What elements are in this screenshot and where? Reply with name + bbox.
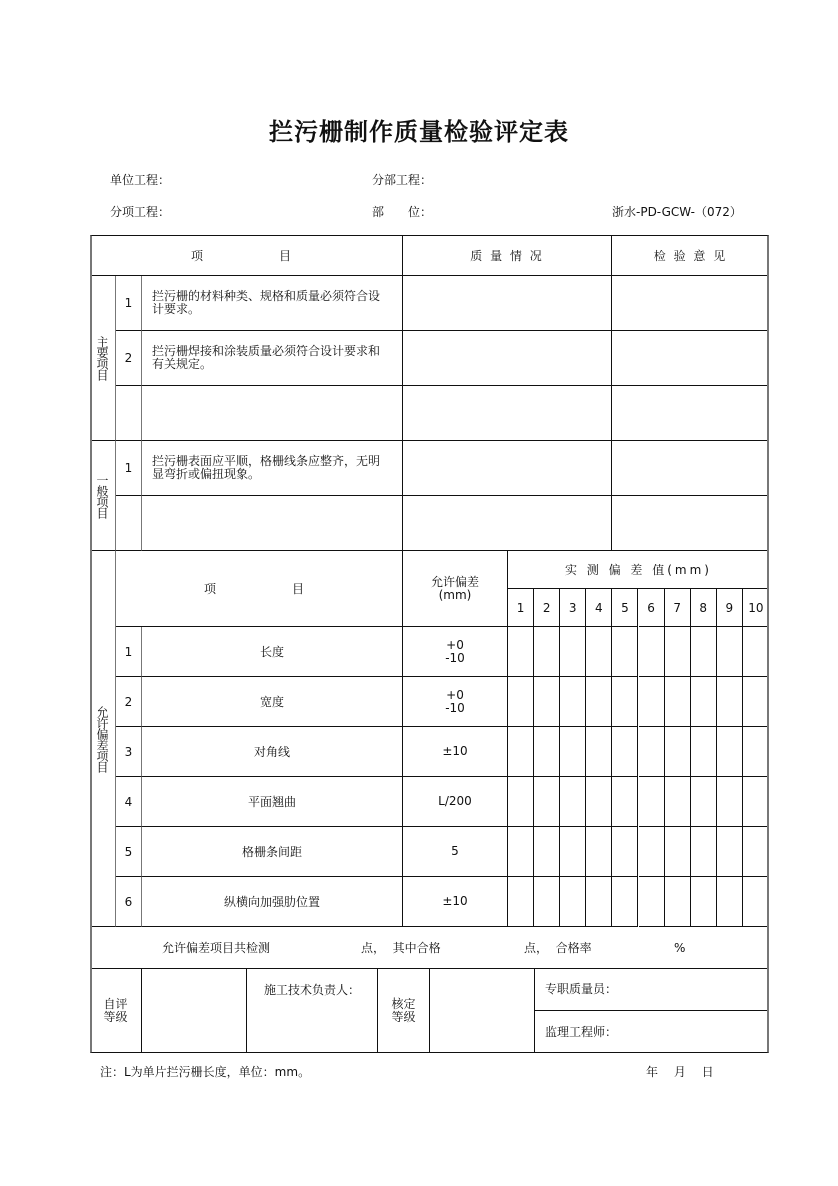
- measured-value-field[interactable]: [665, 827, 691, 877]
- measure-col-header: 1: [508, 589, 534, 627]
- main-item-quality-field[interactable]: [403, 331, 612, 386]
- measured-value-field[interactable]: [691, 627, 717, 677]
- summary-total-label: 允许偏差项目共检测: [162, 941, 271, 955]
- measured-value-field[interactable]: [691, 727, 717, 777]
- tolerance-row-allowed: +0 -10: [403, 627, 508, 677]
- measure-col-header: 6: [639, 589, 665, 627]
- measured-value-field[interactable]: [560, 827, 586, 877]
- quality-officer-label: 专职质量员：: [535, 969, 769, 1011]
- tolerance-header-allowed: 允许偏差 (mm): [403, 551, 508, 627]
- page-title: 拦污栅制作质量检验评定表: [269, 118, 569, 146]
- tolerance-row-no: 1: [116, 627, 142, 677]
- summary-percent: %: [674, 940, 686, 955]
- main-item-no: 1: [116, 276, 142, 331]
- measure-col-header: 7: [665, 589, 691, 627]
- tolerance-row-name: 宽度: [142, 677, 403, 727]
- main-item-text: [142, 386, 403, 441]
- measured-value-field[interactable]: [534, 677, 560, 727]
- measured-value-field[interactable]: [691, 877, 717, 927]
- tolerance-row-no: 2: [116, 677, 142, 727]
- main-items-category: 主要项目: [90, 276, 116, 441]
- self-grade-label: 自评 等级: [90, 969, 142, 1053]
- measured-value-field[interactable]: [508, 827, 534, 877]
- tolerance-header-item: 项 目: [116, 551, 403, 627]
- measured-value-field[interactable]: [586, 827, 612, 877]
- tolerance-header-measured: 实 测 偏 差 值(mm): [508, 551, 769, 589]
- tolerance-row-name: 平面翘曲: [142, 777, 403, 827]
- general-item-no: [116, 496, 142, 551]
- measured-value-field[interactable]: [691, 677, 717, 727]
- measure-col-header: 2: [534, 589, 560, 627]
- measured-value-field[interactable]: [612, 627, 638, 677]
- summary-pass-label: 点， 其中合格: [361, 941, 441, 955]
- tolerance-row-no: 6: [116, 877, 142, 927]
- main-item-text: 拦污栅焊接和涂装质量必须符合设计要求和有关规定。: [142, 331, 403, 386]
- general-item-no: 1: [116, 441, 142, 496]
- measured-value-field[interactable]: [508, 677, 534, 727]
- measured-value-field[interactable]: [639, 627, 665, 677]
- measured-value-field[interactable]: [717, 777, 743, 827]
- general-items-category: 一般项目: [90, 441, 116, 551]
- measured-value-field[interactable]: [612, 777, 638, 827]
- tolerance-row-allowed: 5: [403, 827, 508, 877]
- main-item-quality-field[interactable]: [403, 276, 612, 331]
- measured-value-field[interactable]: [665, 877, 691, 927]
- main-item-opinion-field[interactable]: [612, 331, 769, 386]
- division-project-label: 分部工程：: [372, 173, 433, 187]
- summary-row: [90, 927, 769, 969]
- general-item-text: [142, 496, 403, 551]
- inspection-table: [90, 235, 769, 1053]
- measured-value-field[interactable]: [508, 777, 534, 827]
- measure-col-header: 10: [743, 589, 769, 627]
- self-grade-field[interactable]: [142, 969, 247, 1053]
- header-opinion: 检 验 意 见: [612, 235, 769, 276]
- tolerance-row-name: 长度: [142, 627, 403, 677]
- tolerance-row-allowed: ±10: [403, 727, 508, 777]
- measured-value-field[interactable]: [691, 777, 717, 827]
- measured-value-field[interactable]: [534, 877, 560, 927]
- approved-grade-label: 核定 等级: [378, 969, 430, 1053]
- measured-value-field[interactable]: [665, 627, 691, 677]
- footnote: 注：L为单片拦污栅长度，单位：mm。: [100, 1065, 311, 1079]
- measured-value-field[interactable]: [717, 677, 743, 727]
- tolerance-row-allowed: L/200: [403, 777, 508, 827]
- measured-value-field[interactable]: [717, 627, 743, 677]
- measured-value-field[interactable]: [560, 877, 586, 927]
- main-item-opinion-field[interactable]: [612, 276, 769, 331]
- measured-value-field[interactable]: [717, 877, 743, 927]
- measured-value-field[interactable]: [717, 827, 743, 877]
- measure-col-header: 8: [691, 589, 717, 627]
- general-item-text: 拦污栅表面应平顺，格栅线条应整齐，无明显弯折或偏扭现象。: [142, 441, 403, 496]
- tolerance-row-name: 对角线: [142, 727, 403, 777]
- measured-value-field[interactable]: [743, 727, 769, 777]
- measured-value-field[interactable]: [560, 677, 586, 727]
- tolerance-row-no: 4: [116, 777, 142, 827]
- general-item-quality-field[interactable]: [403, 496, 612, 551]
- measured-value-field[interactable]: [508, 877, 534, 927]
- measured-value-field[interactable]: [586, 677, 612, 727]
- measured-value-field[interactable]: [586, 877, 612, 927]
- tech-lead-label: 施工技术负责人：: [247, 969, 378, 1053]
- item-project-label: 分项工程：: [110, 205, 171, 219]
- location-label: 部 位：: [372, 205, 433, 219]
- supervisor-label: 监理工程师：: [545, 1024, 618, 1039]
- measured-value-field[interactable]: [612, 727, 638, 777]
- measure-col-header: 9: [717, 589, 743, 627]
- main-item-no: [116, 386, 142, 441]
- tolerance-row-no: 5: [116, 827, 142, 877]
- general-item-opinion-field[interactable]: [612, 496, 769, 551]
- measured-value-field[interactable]: [639, 677, 665, 727]
- approved-grade-field[interactable]: [430, 969, 535, 1053]
- measured-value-field[interactable]: [665, 727, 691, 777]
- measured-value-field[interactable]: [508, 627, 534, 677]
- measured-value-field[interactable]: [534, 727, 560, 777]
- main-item-quality-field[interactable]: [403, 386, 612, 441]
- measured-value-field[interactable]: [612, 677, 638, 727]
- tolerance-row-name: 格栅条间距: [142, 827, 403, 877]
- measured-value-field[interactable]: [639, 727, 665, 777]
- measure-col-header: 5: [612, 589, 638, 627]
- measured-value-field[interactable]: [639, 827, 665, 877]
- tolerance-row-allowed: +0 -10: [403, 677, 508, 727]
- measured-value-field[interactable]: [612, 877, 638, 927]
- measured-value-field[interactable]: [508, 727, 534, 777]
- measured-value-field[interactable]: [612, 827, 638, 877]
- summary-rate-label: 点， 合格率: [524, 941, 592, 955]
- date-label: 年 月 日: [646, 1065, 714, 1079]
- measured-value-field[interactable]: [586, 727, 612, 777]
- tolerance-row-allowed: ±10: [403, 877, 508, 927]
- measured-value-field[interactable]: [743, 777, 769, 827]
- header-quality: 质 量 情 况: [403, 235, 612, 276]
- measured-value-field[interactable]: [743, 677, 769, 727]
- measured-value-field[interactable]: [534, 827, 560, 877]
- main-item-text: 拦污栅的材料种类、规格和质量必须符合设计要求。: [142, 276, 403, 331]
- measured-value-field[interactable]: [743, 877, 769, 927]
- measure-col-header: 4: [586, 589, 612, 627]
- unit-project-label: 单位工程：: [110, 173, 171, 187]
- general-item-quality-field[interactable]: [403, 441, 612, 496]
- measure-col-header: 3: [560, 589, 586, 627]
- measured-value-field[interactable]: [560, 777, 586, 827]
- measured-value-field[interactable]: [743, 627, 769, 677]
- measured-value-field[interactable]: [639, 777, 665, 827]
- form-code: 浙水-PD-GCW-（072）: [612, 205, 742, 219]
- measured-value-field[interactable]: [717, 727, 743, 777]
- measured-value-field[interactable]: [743, 827, 769, 877]
- measured-value-field[interactable]: [560, 727, 586, 777]
- measured-value-field[interactable]: [534, 777, 560, 827]
- tolerance-row-no: 3: [116, 727, 142, 777]
- measured-value-field[interactable]: [691, 827, 717, 877]
- measured-value-field[interactable]: [639, 877, 665, 927]
- measured-value-field[interactable]: [586, 777, 612, 827]
- measured-value-field[interactable]: [586, 627, 612, 677]
- measured-value-field[interactable]: [560, 627, 586, 677]
- tolerance-items-category: 允许偏差项目: [90, 551, 116, 927]
- main-item-opinion-field[interactable]: [612, 386, 769, 441]
- main-item-no: 2: [116, 331, 142, 386]
- header-item: 项 目: [90, 235, 403, 276]
- general-item-opinion-field[interactable]: [612, 441, 769, 496]
- measured-value-field[interactable]: [534, 627, 560, 677]
- measured-value-field[interactable]: [665, 677, 691, 727]
- tolerance-row-name: 纵横向加强肋位置: [142, 877, 403, 927]
- measured-value-field[interactable]: [665, 777, 691, 827]
